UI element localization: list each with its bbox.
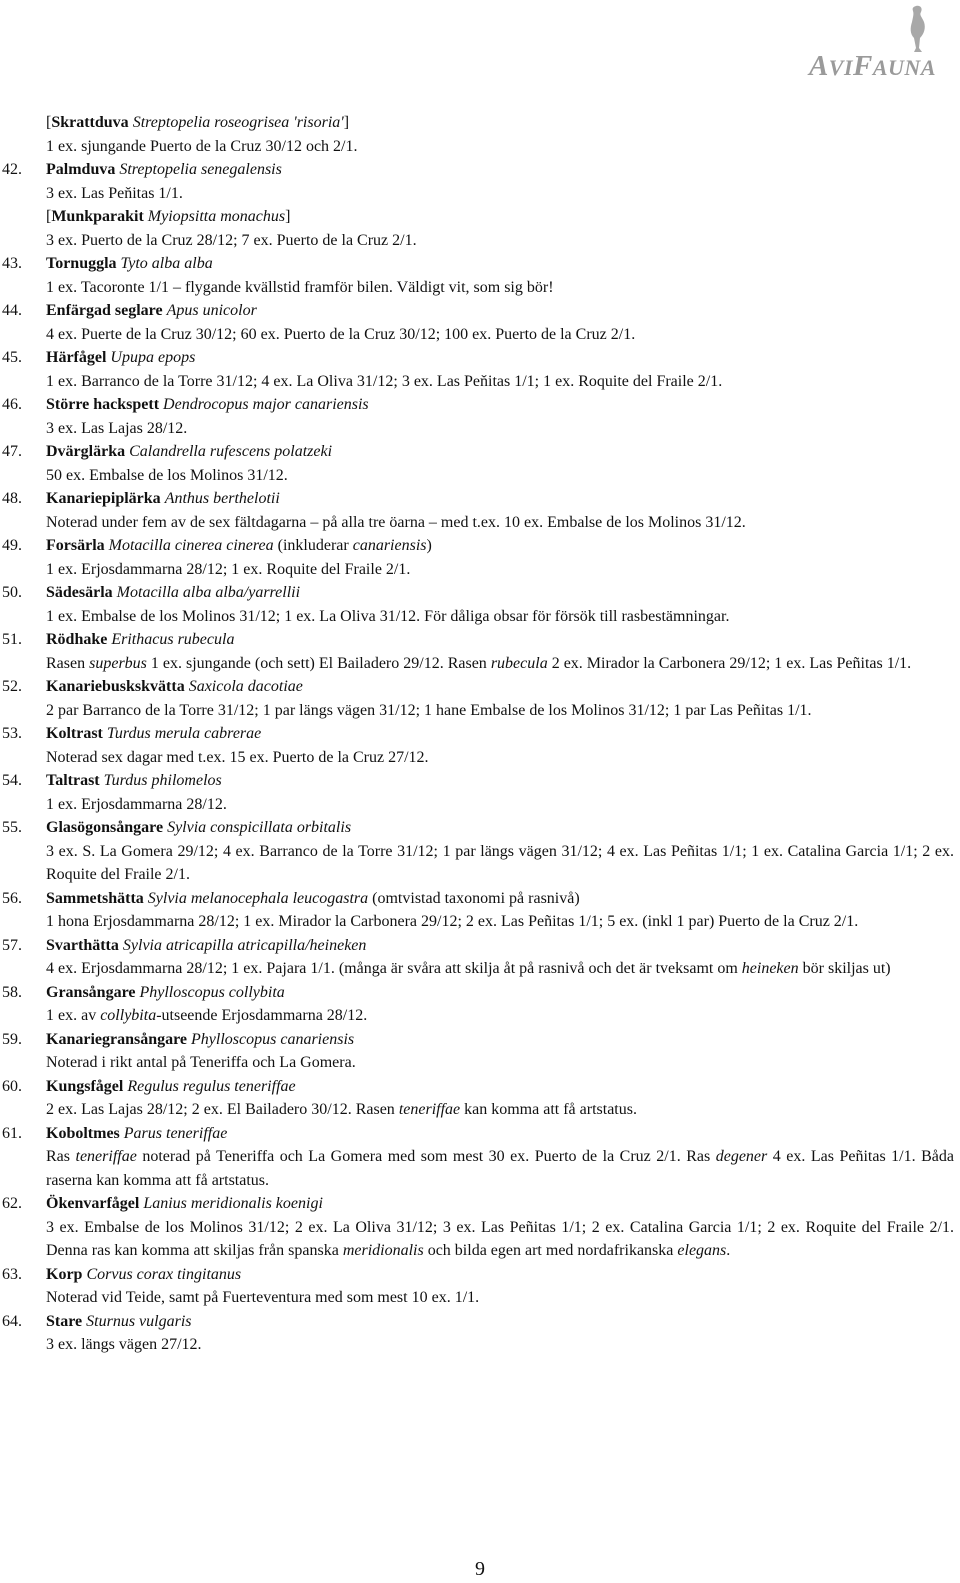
latin-name: Myiopsitta monachus	[147, 208, 286, 225]
species-number: 54.	[2, 772, 22, 789]
species-heading	[46, 1122, 954, 1146]
species-observations: 3 ex. Las Peňitas 1/1.	[46, 184, 183, 202]
heading-suffix: (omtvistad taxonomi på rasnivå)	[368, 889, 580, 907]
heading-suffix: ]	[285, 208, 291, 225]
species-name: Kanariegransångare	[46, 1030, 188, 1048]
species-heading	[46, 769, 954, 793]
latin-name: Dendrocopus major canariensis	[163, 396, 369, 413]
species-heading	[46, 393, 954, 417]
species-observations: 1 ex. av collybita-utseende Erjosdammarna 28/12.	[46, 1007, 368, 1024]
species-list	[0, 111, 960, 1357]
species-entry	[0, 1028, 960, 1075]
latin-name: Apus unicolor	[166, 302, 257, 319]
species-heading	[46, 981, 954, 1005]
species-entry	[0, 934, 960, 981]
species-name: Gransångare	[46, 983, 136, 1001]
species-number: 62.	[2, 1195, 22, 1212]
species-heading	[46, 299, 954, 323]
species-number: 52.	[2, 678, 22, 695]
species-number: 64.	[2, 1312, 22, 1330]
species-name: Dvärglärka	[46, 443, 126, 460]
species-observations: 1 ex. Barranco de la Torre 31/12; 4 ex. La Oliva 31/12; 3 ex. Las Peňitas 1/1; 1 ex. Roquite del Fraile 2/1.	[46, 372, 723, 390]
species-heading	[46, 816, 954, 840]
species-heading	[46, 581, 954, 605]
species-entry	[0, 205, 960, 252]
bracket-open: [	[46, 208, 52, 225]
species-number: 51.	[2, 631, 22, 648]
species-number: 57.	[2, 936, 22, 954]
species-observations: 1 ex. Erjosdammarna 28/12; 1 ex. Roquite del Fraile 2/1.	[46, 560, 411, 578]
species-name: Koltrast	[46, 725, 103, 742]
species-entry	[0, 675, 960, 722]
species-name: Taltrast	[46, 772, 100, 789]
species-heading	[46, 346, 954, 370]
species-observations: 1 ex. Tacoronte 1/1 – flygande kvällstid framför bilen. Väldigt vit, som sig bör!	[46, 278, 554, 296]
bracket-open: [	[46, 114, 52, 131]
species-heading	[46, 675, 954, 699]
latin-name: Motacilla alba alba/yarrellii	[116, 584, 301, 601]
species-number: 46.	[2, 396, 22, 413]
species-number: 59.	[2, 1030, 22, 1048]
species-entry	[0, 440, 960, 487]
species-heading	[46, 205, 954, 229]
species-heading	[46, 1192, 954, 1216]
species-heading	[46, 1028, 954, 1052]
species-name: Stare	[46, 1312, 83, 1330]
species-entry	[0, 252, 960, 299]
species-number: 47.	[2, 443, 22, 460]
species-name: Sammetshätta	[46, 889, 144, 907]
species-entry	[0, 981, 960, 1028]
latin-name: Turdus philomelos	[103, 772, 222, 789]
species-name: Munkparakit	[51, 208, 144, 225]
species-name: Tornuggla	[46, 255, 117, 272]
species-number: 61.	[2, 1124, 22, 1142]
species-name: Kungsfågel	[46, 1077, 124, 1095]
species-entry	[0, 628, 960, 675]
latin-name: Upupa epops	[110, 349, 196, 366]
species-name: Kanariebuskskvätta	[46, 678, 185, 695]
species-heading	[46, 158, 954, 182]
species-heading	[46, 934, 954, 958]
species-heading	[46, 1310, 954, 1334]
species-entry	[0, 393, 960, 440]
latin-name: Saxicola dacotiae	[188, 678, 303, 695]
species-number: 60.	[2, 1077, 22, 1095]
avifauna-logo	[766, 4, 936, 82]
latin-name: Phylloscopus canariensis	[191, 1030, 355, 1048]
species-entry	[0, 534, 960, 581]
species-observations: 3 ex. Las Lajas 28/12.	[46, 419, 188, 437]
species-name: Rödhake	[46, 631, 108, 648]
species-observations: 1 ex. Embalse de los Molinos 31/12; 1 ex. La Oliva 31/12. För dåliga obsar för försök till rasbestämningar.	[46, 607, 730, 625]
species-entry	[0, 1075, 960, 1122]
latin-name: Parus teneriffae	[123, 1124, 228, 1142]
species-observations: 3 ex. S. La Gomera 29/12; 4 ex. Barranco de la Torre 31/12; 1 par längs vägen 31/12; 4 ex. Las Peñitas 1/1; 1 ex. Catalina Garcia 1/1; 2 ex. Roquite del Fraile 2/1.	[46, 842, 954, 883]
species-heading	[46, 722, 954, 746]
latin-name: Calandrella rufescens polatzeki	[129, 443, 333, 460]
species-heading	[46, 534, 954, 558]
latin-name: Tyto alba alba	[120, 255, 213, 272]
species-entry	[0, 1122, 960, 1193]
latin-name: Sturnus vulgaris	[86, 1312, 192, 1330]
species-observations: 3 ex. Embalse de los Molinos 31/12; 2 ex. La Oliva 31/12; 3 ex. Las Peñitas 1/1; 2 ex. Catalina Garcia 1/1; 2 ex. Roquite del Fraile 2/1. Denna ras kan komma att skiljas från spanska meridionalis och bilda egen art med nordafrikanska elegans.	[46, 1218, 954, 1259]
species-observations: 2 ex. Las Lajas 28/12; 2 ex. El Bailadero 30/12. Rasen teneriffae kan komma att få artstatus.	[46, 1101, 637, 1118]
species-observations: 1 hona Erjosdammarna 28/12; 1 ex. Mirador la Carbonera 29/12; 2 ex. Las Peñitas 1/1; 5 ex. (inkl 1 par) Puerto de la Cruz 2/1.	[46, 913, 859, 930]
species-entry	[0, 1192, 960, 1263]
species-observations: 1 ex. Erjosdammarna 28/12.	[46, 795, 227, 813]
species-name: Kanariepiplärka	[46, 490, 161, 507]
species-heading	[46, 440, 954, 464]
logo-wordmark: AVIFAUNA	[808, 50, 936, 82]
latin-name: Lanius meridionalis koenigi	[143, 1195, 323, 1212]
species-name: Enfärgad seglare	[46, 302, 163, 319]
species-entry	[0, 722, 960, 769]
species-observations: 1 ex. sjungande Puerto de la Cruz 30/12 och 2/1.	[46, 137, 358, 155]
species-name: Palmduva	[46, 161, 116, 178]
page-number: 9	[475, 1558, 485, 1580]
latin-name: Anthus berthelotii	[164, 490, 280, 507]
species-number: 48.	[2, 490, 22, 507]
species-number: 55.	[2, 819, 22, 836]
species-observations: 50 ex. Embalse de los Molinos 31/12.	[46, 466, 288, 484]
species-observations: Noterad under fem av de sex fältdagarna – på alla tre öarna – med t.ex. 10 ex. Embalse de los Molinos 31/12.	[46, 513, 746, 531]
species-entry	[0, 299, 960, 346]
species-heading	[46, 1075, 954, 1099]
latin-name: Corvus corax tingitanus	[86, 1265, 242, 1283]
heading-suffix: ]	[343, 114, 350, 131]
latin-name: Erithacus rubecula	[111, 631, 235, 648]
species-entry	[0, 111, 960, 158]
species-observations: 4 ex. Puerte de la Cruz 30/12; 60 ex. Puerto de la Cruz 30/12; 100 ex. Puerto de la Cruz 2/1.	[46, 325, 636, 343]
latin-name: Sylvia conspicillata orbitalis	[167, 819, 352, 836]
species-observations: 3 ex. Puerto de la Cruz 28/12; 7 ex. Puerto de la Cruz 2/1.	[46, 231, 417, 249]
species-number	[0, 111, 46, 158]
species-heading	[46, 111, 954, 135]
species-number: 50.	[2, 584, 22, 601]
species-name: Ökenvarfågel	[46, 1195, 140, 1212]
species-entry	[0, 1263, 960, 1310]
species-entry	[0, 487, 960, 534]
species-number: 53.	[2, 725, 22, 742]
species-number: 42.	[2, 161, 22, 178]
species-entry	[0, 1310, 960, 1357]
species-heading	[46, 1263, 954, 1287]
species-number: 43.	[2, 255, 22, 272]
latin-name: Phylloscopus collybita	[139, 983, 285, 1001]
species-observations: Noterad i rikt antal på Teneriffa och La Gomera.	[46, 1054, 356, 1071]
latin-name: Regulus regulus teneriffae	[127, 1077, 296, 1095]
latin-name: Streptopelia senegalensis	[119, 161, 282, 178]
latin-name: Sylvia melanocephala leucogastra	[147, 889, 369, 907]
species-name: Forsärla	[46, 537, 105, 554]
species-observations: Noterad sex dagar med t.ex. 15 ex. Puerto de la Cruz 27/12.	[46, 748, 429, 766]
species-entry	[0, 887, 960, 934]
species-entry	[0, 581, 960, 628]
species-name: Koboltmes	[46, 1124, 120, 1142]
species-number: 44.	[2, 302, 22, 319]
species-name: Glasögonsångare	[46, 819, 164, 836]
species-observations: Noterad vid Teide, samt på Fuerteventura med som mest 10 ex. 1/1.	[46, 1289, 480, 1306]
bird-silhouette-icon	[902, 4, 932, 54]
species-heading	[46, 628, 954, 652]
species-entry	[0, 346, 960, 393]
species-heading	[46, 487, 954, 511]
species-number: 63.	[2, 1265, 22, 1283]
latin-name: Motacilla cinerea cinerea	[108, 537, 274, 554]
species-number: 49.	[2, 537, 22, 554]
species-heading	[46, 887, 954, 911]
species-entry	[0, 816, 960, 887]
species-entry	[0, 158, 960, 205]
species-observations: Ras teneriffae noterad på Teneriffa och La Gomera med som mest 30 ex. Puerto de la Cruz 2/1. Ras degener 4 ex. Las Peñitas 1/1. Båda raserna kan komma att få artstatus.	[46, 1148, 954, 1189]
latin-name: Turdus merula cabrerae	[106, 725, 262, 742]
latin-name: Streptopelia roseogrisea 'risoria'	[132, 114, 344, 131]
species-observations: Rasen superbus 1 ex. sjungande (och sett) El Bailadero 29/12. Rasen rubecula 2 ex. Mirador la Carbonera 29/12; 1 ex. Las Peñitas 1/1.	[46, 654, 912, 672]
species-number: 58.	[2, 983, 22, 1001]
species-name: Korp	[46, 1265, 83, 1283]
species-entry	[0, 769, 960, 816]
species-heading	[46, 252, 954, 276]
species-number: 45.	[2, 349, 22, 366]
species-name: Sädesärla	[46, 584, 113, 601]
species-number: 56.	[2, 889, 22, 907]
species-name: Svarthätta	[46, 936, 119, 954]
species-number	[0, 205, 46, 252]
species-name: Skrattduva	[51, 114, 129, 131]
heading-suffix: (inkluderar canariensis)	[273, 537, 432, 554]
species-name: Härfågel	[46, 349, 107, 366]
species-name: Större hackspett	[46, 396, 160, 413]
latin-name: Sylvia atricapilla atricapilla/heineken	[122, 936, 367, 954]
species-observations: 4 ex. Erjosdammarna 28/12; 1 ex. Pajara 1/1. (många är svåra att skilja åt på rasnivå och det är tveksamt om heineken bör skiljas ut)	[46, 960, 891, 977]
species-observations: 3 ex. längs vägen 27/12.	[46, 1336, 202, 1353]
species-observations: 2 par Barranco de la Torre 31/12; 1 par längs vägen 31/12; 1 hane Embalse de los Molinos 31/12; 1 par Las Peñitas 1/1.	[46, 701, 812, 719]
